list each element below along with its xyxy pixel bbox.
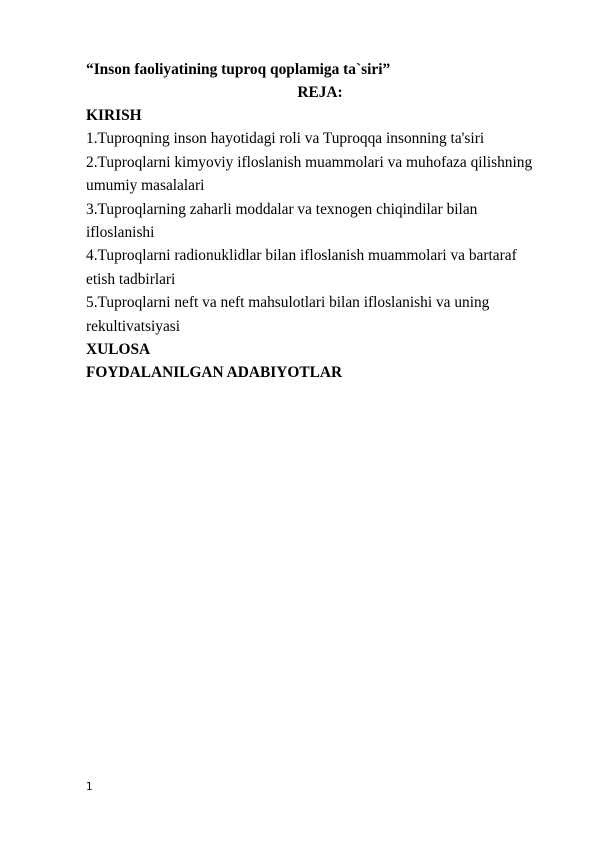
conclusion-heading: XULOSA bbox=[86, 341, 151, 359]
page-number: 1 bbox=[86, 781, 93, 793]
plan-item-line: 5.Tuproqlarni neft va neft mahsulotlari bilan ifloslanishi va uning bbox=[86, 294, 490, 312]
plan-item-line: 1.Tuproqning inson hayotidagi roli va Tuproqqa insonning ta'siri bbox=[86, 130, 485, 148]
references-heading: FOYDALANILGAN ADABIYOTLAR bbox=[86, 364, 343, 382]
plan-item-1 bbox=[86, 127, 546, 150]
document-title: “Inson faoliyatining tuproq qoplamiga ta`siri” bbox=[86, 61, 391, 78]
plan-item-4 bbox=[86, 244, 546, 291]
plan-item-line: 3.Tuproqlarning zaharli moddalar va texnogen chiqindilar bilan bbox=[86, 200, 478, 218]
document-content bbox=[86, 58, 546, 385]
plan-item-3 bbox=[86, 198, 546, 245]
plan-item-line: etish tadbirlari bbox=[86, 270, 176, 288]
plan-item-line: ifloslanishi bbox=[86, 224, 155, 242]
plan-item-5 bbox=[86, 291, 546, 338]
intro-heading: KIRISH bbox=[86, 107, 142, 124]
plan-item-line: rekultivatsiyasi bbox=[86, 317, 181, 335]
plan-item-line: 2.Tuproqlarni kimyoviy ifloslanish muammolari va muhofaza qilishning bbox=[86, 153, 533, 171]
plan-item-line: umumiy masalalari bbox=[86, 177, 205, 195]
plan-item-line: 4.Tuproqlarni radionuklidlar bilan ifloslanish muammolari va bartaraf bbox=[86, 247, 517, 265]
plan-item-2 bbox=[86, 151, 546, 198]
plan-heading: REJA: bbox=[297, 84, 343, 101]
